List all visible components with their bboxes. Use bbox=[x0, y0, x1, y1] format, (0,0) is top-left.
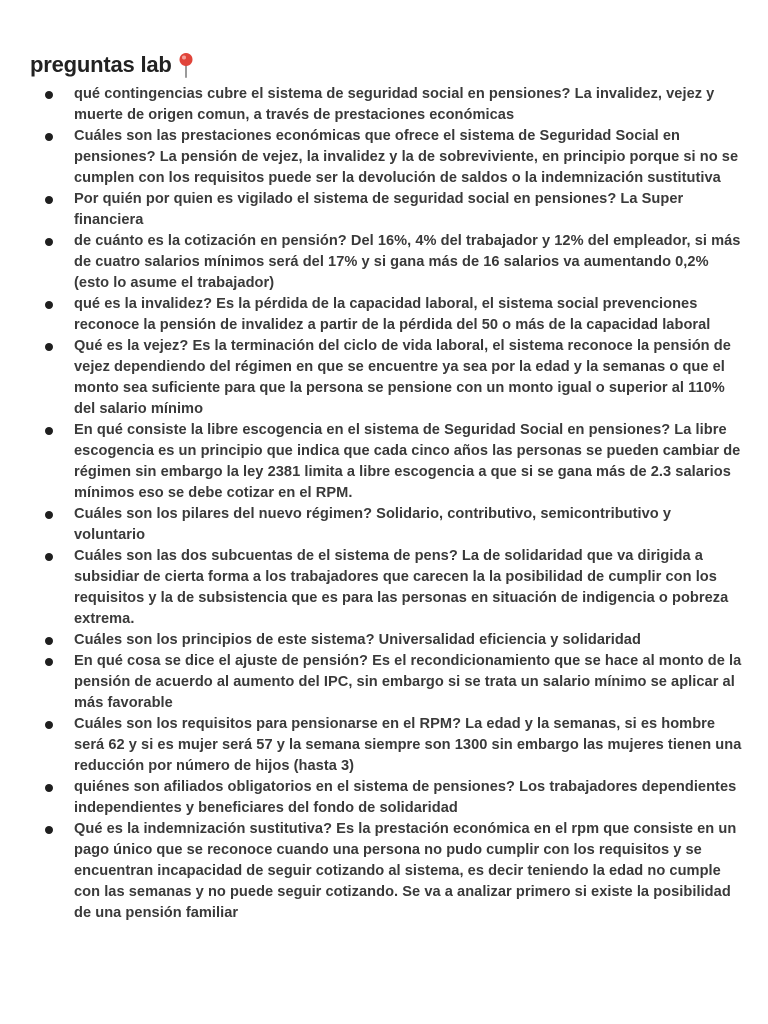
list-item bbox=[30, 420, 744, 504]
bullet-icon bbox=[45, 427, 53, 435]
list-item bbox=[30, 84, 744, 126]
list-item bbox=[30, 630, 744, 651]
list-item-text: qué es la invalidez? Es la pérdida de la capacidad laboral, el sistema social prevenciones reconoce la pensión de invalidez a partir de la pérdida del 50 o más de la capacidad laboral bbox=[74, 296, 711, 333]
bullet-icon bbox=[45, 721, 53, 729]
bullet-icon bbox=[45, 91, 53, 99]
list-item bbox=[30, 777, 744, 819]
list-item bbox=[30, 546, 744, 630]
question-list bbox=[30, 84, 744, 924]
page-title-text: preguntas lab bbox=[30, 52, 172, 77]
list-item bbox=[30, 294, 744, 336]
bullet-icon bbox=[45, 343, 53, 351]
bullet-icon bbox=[45, 511, 53, 519]
list-item-text: Qué es la vejez? Es la terminación del ciclo de vida laboral, el sistema reconoce la pensión de vejez dependiendo del régimen en que se encuentre ya sea por la edad y la semanas o que el monto sea suficiente para que la persona se pensione con un monto igual o superior al 110% del salario mínimo bbox=[74, 338, 731, 417]
list-item bbox=[30, 189, 744, 231]
list-item-text: Cuáles son los pilares del nuevo régimen? Solidario, contributivo, semicontributivo y voluntario bbox=[74, 506, 672, 543]
list-item-text: qué contingencias cubre el sistema de seguridad social en pensiones? La invalidez, vejez y muerte de origen comun, a través de prestaciones económicas bbox=[74, 86, 715, 123]
round-pushpin-icon bbox=[178, 52, 194, 78]
bullet-icon bbox=[45, 658, 53, 666]
bullet-icon bbox=[45, 553, 53, 561]
bullet-icon bbox=[45, 301, 53, 309]
list-item-text: En qué cosa se dice el ajuste de pensión? Es el recondicionamiento que se hace al monto de la pensión de acuerdo al aumento del IPC, sin embargo si se trata un salario mínimo se aplicar al más favorable bbox=[74, 653, 742, 711]
list-item-text: En qué consiste la libre escogencia en el sistema de Seguridad Social en pensiones? La libre escogencia es un principio que indica que cada cinco años las personas se pueden cambiar de régimen sin embargo la ley 2381 limita a libre escogencia a que si se gana más de 2.3 salarios mínimos eso se debe cotizar en el RPM. bbox=[74, 422, 741, 501]
list-item bbox=[30, 714, 744, 777]
page-title bbox=[30, 50, 744, 80]
bullet-icon bbox=[45, 784, 53, 792]
list-item bbox=[30, 336, 744, 420]
bullet-icon bbox=[45, 238, 53, 246]
list-item-text: Cuáles son las dos subcuentas de el sistema de pens? La de solidaridad que va dirigida a subsidiar de cierta forma a los trabajadores que carecen la la posibilidad de cumplir con los requisitos y la de subsistencia que es para las personas en situación de indigencia o pobreza extrema. bbox=[74, 548, 729, 627]
bullet-icon bbox=[45, 637, 53, 645]
bullet-icon bbox=[45, 133, 53, 141]
bullet-icon bbox=[45, 826, 53, 834]
bullet-icon bbox=[45, 196, 53, 204]
list-item bbox=[30, 651, 744, 714]
list-item bbox=[30, 819, 744, 924]
list-item-text: Por quién por quien es vigilado el sistema de seguridad social en pensiones? La Super financiera bbox=[74, 191, 684, 228]
list-item bbox=[30, 231, 744, 294]
list-item-text: Cuáles son las prestaciones económicas que ofrece el sistema de Seguridad Social en pensiones? La pensión de vejez, la invalidez y la de sobreviviente, en principio porque si no se cumplen con los requisitos puede ser la devolución de saldos o la indemnización sustitutiva bbox=[74, 128, 739, 186]
list-item-text: Cuáles son los requisitos para pensionarse en el RPM? La edad y la semanas, si es hombre será 62 y si es mujer será 57 y la semana siempre son 1300 sin embargo las mujeres tienen una reducción por número de hijos (hasta 3) bbox=[74, 716, 742, 774]
list-item-text: quiénes son afiliados obligatorios en el sistema de pensiones? Los trabajadores dependientes independientes y beneficiares del fondo de solidaridad bbox=[74, 779, 737, 816]
list-item-text: Cuáles son los principios de este sistema? Universalidad eficiencia y solidaridad bbox=[74, 632, 641, 648]
list-item bbox=[30, 504, 744, 546]
list-item-text: Qué es la indemnización sustitutiva? Es la prestación económica en el rpm que consiste en un pago único que se reconoce cuando una persona no pudo cumplir con los requisitos y se encuentran incapacidad de seguir cotizando al sistema, es decir teniendo la edad no cumple con las semanas y no puede seguir cotizando. Se va a analizar primero si existe la posibilidad de una pensión familiar bbox=[74, 821, 737, 921]
list-item bbox=[30, 126, 744, 189]
list-item-text: de cuánto es la cotización en pensión? Del 16%, 4% del trabajador y 12% del empleador, si más de cuatro salarios mínimos será del 17% y si gana más de 16 salarios va aumentando 0,2% (esto lo asume el trabajador) bbox=[74, 233, 741, 291]
